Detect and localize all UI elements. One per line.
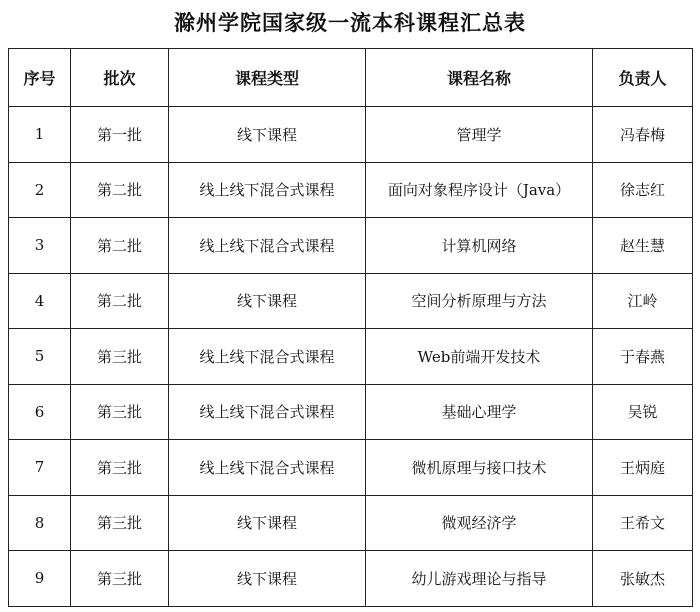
cell-course-type: 线上线下混合式课程 — [169, 329, 366, 385]
table-row — [9, 384, 693, 440]
cell-owner: 吴锐 — [593, 384, 693, 440]
cell-owner: 王炳庭 — [593, 440, 693, 496]
cell-owner: 张敏杰 — [593, 551, 693, 607]
cell-batch: 第二批 — [71, 273, 169, 329]
cell-owner: 赵生慧 — [593, 218, 693, 274]
cell-batch: 第三批 — [71, 384, 169, 440]
page-title: 滁州学院国家级一流本科课程汇总表 — [174, 10, 526, 35]
header-batch: 批次 — [71, 49, 169, 107]
cell-course-type: 线下课程 — [169, 273, 366, 329]
table-header-row — [9, 49, 693, 107]
cell-course-type: 线下课程 — [169, 495, 366, 551]
table-row — [9, 329, 693, 385]
cell-batch: 第三批 — [71, 329, 169, 385]
cell-owner: 王希文 — [593, 495, 693, 551]
cell-serial-number: 6 — [9, 384, 71, 440]
header-course-name: 课程名称 — [366, 49, 593, 107]
cell-batch: 第三批 — [71, 551, 169, 607]
cell-serial-number: 8 — [9, 495, 71, 551]
cell-course-name: 面向对象程序设计（Java） — [366, 162, 593, 218]
course-summary-table — [8, 48, 693, 607]
cell-batch: 第一批 — [71, 107, 169, 163]
cell-course-type: 线下课程 — [169, 107, 366, 163]
table-row — [9, 273, 693, 329]
cell-serial-number: 4 — [9, 273, 71, 329]
table-row — [9, 218, 693, 274]
cell-serial-number: 2 — [9, 162, 71, 218]
cell-serial-number: 3 — [9, 218, 71, 274]
table-row — [9, 107, 693, 163]
cell-course-type: 线上线下混合式课程 — [169, 384, 366, 440]
cell-batch: 第三批 — [71, 440, 169, 496]
cell-course-name: 微观经济学 — [366, 495, 593, 551]
cell-owner: 江岭 — [593, 273, 693, 329]
cell-course-type: 线上线下混合式课程 — [169, 162, 366, 218]
cell-owner: 徐志红 — [593, 162, 693, 218]
header-course-type: 课程类型 — [169, 49, 366, 107]
cell-batch: 第三批 — [71, 495, 169, 551]
table-row — [9, 495, 693, 551]
cell-owner: 冯春梅 — [593, 107, 693, 163]
table-row — [9, 162, 693, 218]
table-row — [9, 551, 693, 607]
table-row — [9, 440, 693, 496]
cell-course-name: 基础心理学 — [366, 384, 593, 440]
header-serial-number: 序号 — [9, 49, 71, 107]
cell-course-name: 管理学 — [366, 107, 593, 163]
cell-serial-number: 7 — [9, 440, 71, 496]
cell-course-name: 计算机网络 — [366, 218, 593, 274]
cell-course-name: 空间分析原理与方法 — [366, 273, 593, 329]
cell-course-name: Web前端开发技术 — [366, 329, 593, 385]
cell-serial-number: 1 — [9, 107, 71, 163]
cell-batch: 第二批 — [71, 218, 169, 274]
cell-course-type: 线上线下混合式课程 — [169, 440, 366, 496]
cell-batch: 第二批 — [71, 162, 169, 218]
cell-serial-number: 5 — [9, 329, 71, 385]
cell-serial-number: 9 — [9, 551, 71, 607]
cell-course-type: 线上线下混合式课程 — [169, 218, 366, 274]
cell-course-name: 微机原理与接口技术 — [366, 440, 593, 496]
header-owner: 负责人 — [593, 49, 693, 107]
cell-course-type: 线下课程 — [169, 551, 366, 607]
cell-owner: 于春燕 — [593, 329, 693, 385]
cell-course-name: 幼儿游戏理论与指导 — [366, 551, 593, 607]
